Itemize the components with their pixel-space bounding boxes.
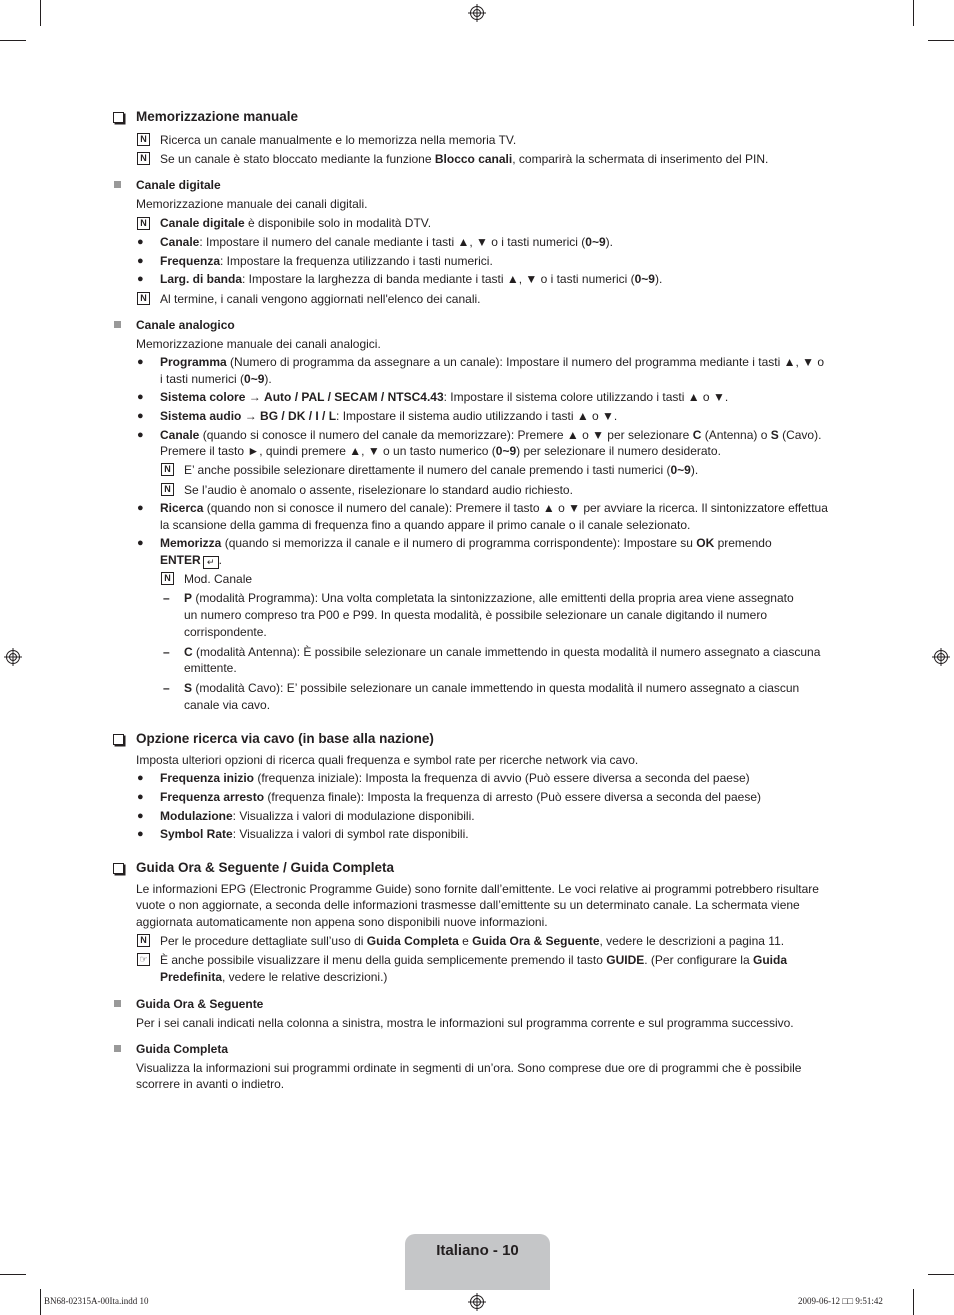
bullet-icon: ● — [137, 828, 144, 840]
note-text: Ricerca un canale manualmente e lo memorizza nella memoria TV. — [160, 133, 517, 147]
list-item: Memorizza (quando si memorizza il canale e il numero di programma corrispondente): Impostare su OK premendo — [160, 536, 772, 550]
list-item: Symbol Rate: Visualizza i valori di symbol rate disponibili. — [160, 827, 469, 841]
registration-mark-icon — [468, 1293, 486, 1311]
registration-mark-icon — [468, 4, 486, 22]
note-icon: N — [161, 572, 174, 585]
list-item: Sistema audio → BG / DK / I / L: Impostare il sistema audio utilizzando i tasti ▲ o ▼. — [160, 409, 618, 423]
list-item-continued: i tasti numerici (0~9). — [160, 372, 272, 386]
list-item: Sistema colore → Auto / PAL / SECAM / NTSC4.43: Impostare il sistema colore utilizzando i tasti ▲ o ▼. — [160, 390, 729, 404]
bullet-icon: ● — [137, 810, 144, 822]
note-text-continued: Predefinita, vedere le relative descrizioni.) — [160, 970, 388, 984]
paragraph: Le informazioni EPG (Electronic Programme Guide) sono fornite dall’emittente. Le voci relative ai programmi potrebbero risultare — [136, 882, 819, 896]
dash-icon: – — [163, 645, 170, 659]
note-text: Canale digitale è disponibile solo in modalità DTV. — [160, 216, 432, 230]
print-slug-date: 2009-06-12 □□ 9:51:42 — [798, 1296, 883, 1306]
crop-mark — [928, 1274, 954, 1275]
paragraph: scorrere in avanti o indietro. — [136, 1077, 285, 1091]
note-text: E’ anche possibile selezionare direttamente il numero del canale premendo i tasti numerici (0~9). — [184, 463, 699, 477]
note-text: Se l’audio è anomalo o assente, riselezionare lo standard audio richiesto. — [184, 483, 573, 497]
subsection-title: Canale digitale — [136, 178, 221, 192]
registration-mark-icon — [932, 648, 950, 666]
list-item-continued: canale via cavo. — [184, 698, 271, 712]
bullet-icon: ● — [137, 236, 144, 248]
note-icon: N — [137, 217, 150, 230]
crop-mark — [0, 40, 26, 41]
note-text: Mod. Canale — [184, 572, 253, 586]
enter-icon: ↵ — [203, 556, 219, 569]
paragraph: aggiornata automaticamente non appena sono disponibili nuove informazioni. — [136, 915, 548, 929]
note-text: Al termine, i canali vengono aggiornati nell'elenco dei canali. — [160, 292, 481, 306]
section-title: Memorizzazione manuale — [136, 109, 299, 124]
paragraph: Memorizzazione manuale dei canali analogici. — [136, 337, 381, 351]
crop-mark — [40, 0, 41, 26]
subsection-square-icon — [114, 181, 121, 188]
crop-mark — [913, 0, 914, 26]
note-text: È anche possibile visualizzare il menu della guida semplicemente premendo il tasto GUIDE. (Per configurare la Guida — [160, 953, 787, 967]
bullet-icon: ● — [137, 255, 144, 267]
note-icon: N — [137, 934, 150, 947]
list-item-continued: un numero compreso tra P00 e P99. In questa modalità, è possibile selezionare un canale digitando il numero — [184, 608, 768, 622]
subsection-square-icon — [114, 1000, 121, 1007]
section-checkbox-icon — [113, 863, 124, 874]
list-item: P (modalità Programma): Una volta completata la sintonizzazione, alle emittenti della propria area viene assegnato — [184, 591, 794, 605]
crop-mark — [0, 1274, 26, 1275]
note-icon: N — [161, 483, 174, 496]
crop-mark — [913, 1289, 914, 1315]
dash-icon: – — [163, 681, 170, 695]
section-checkbox-icon — [113, 112, 124, 123]
paragraph: Memorizzazione manuale dei canali digitali. — [136, 197, 368, 211]
note-text: Per le procedure dettagliate sull’uso di Guida Completa e Guida Ora & Seguente, vedere le descrizioni a pagina 11. — [160, 934, 785, 948]
bullet-icon: ● — [137, 429, 144, 441]
bullet-icon: ● — [137, 273, 144, 285]
subsection-title: Guida Completa — [136, 1042, 229, 1056]
dash-icon: – — [163, 591, 170, 605]
note-icon: N — [137, 133, 150, 146]
registration-mark-icon — [4, 648, 22, 666]
bullet-icon: ● — [137, 502, 144, 514]
crop-mark — [928, 40, 954, 41]
tip-icon: ☞ — [137, 953, 150, 966]
list-item: Frequenza inizio (frequenza iniziale): Imposta la frequenza di avvio (Può essere diversa a seconda del paese) — [160, 771, 750, 785]
note-icon: N — [161, 463, 174, 476]
bullet-icon: ● — [137, 537, 144, 549]
page-number-label: Italiano - 10 — [436, 1242, 519, 1259]
note-icon: N — [137, 152, 150, 165]
subsection-title: Canale analogico — [136, 318, 235, 332]
note-text: Se un canale è stato bloccato mediante la funzione Blocco canali, comparirà la schermata di inserimento del PIN. — [160, 152, 769, 166]
bullet-icon: ● — [137, 772, 144, 784]
list-item: Programma (Numero di programma da assegnare a un canale): Impostare il numero del programma mediante i tasti ▲, ▼ o — [160, 355, 825, 369]
subsection-square-icon — [114, 1045, 121, 1052]
list-item: Ricerca (quando non si conosce il numero del canale): Premere il tasto ▲ o ▼ per avviare la ricerca. Il sintonizzatore effettua — [160, 501, 828, 515]
list-item-continued: corrispondente. — [184, 625, 267, 639]
bullet-icon: ● — [137, 356, 144, 368]
subsection-title: Guida Ora & Seguente — [136, 997, 264, 1011]
section-checkbox-icon — [113, 734, 124, 745]
bullet-icon: ● — [137, 391, 144, 403]
list-item-continued: emittente. — [184, 661, 237, 675]
paragraph: vuote o non aggiornate, a seconda delle informazioni trasmesse dall’emittente su un determinato canale. La schermata viene — [136, 898, 800, 912]
bullet-icon: ● — [137, 791, 144, 803]
list-item: Canale (quando si conosce il numero del canale da memorizzare): Premere ▲ o ▼ per selezionare C (Antenna) o S (Cavo). — [160, 428, 822, 442]
list-item: Frequenza: Impostare la frequenza utilizzando i tasti numerici. — [160, 254, 493, 268]
note-icon: N — [137, 292, 150, 305]
section-title: Opzione ricerca via cavo (in base alla nazione) — [136, 731, 434, 746]
list-item: S (modalità Cavo): E’ possibile selezionare un canale immettendo in questa modalità il numero assegnato a ciascun — [184, 681, 800, 695]
bullet-icon: ● — [137, 410, 144, 422]
paragraph: Per i sei canali indicati nella colonna a sinistra, mostra le informazioni sul programma corrente e sul programma successivo. — [136, 1016, 794, 1030]
list-item: Frequenza arresto (frequenza finale): Imposta la frequenza di arresto (Può essere diversa a seconda del paese) — [160, 790, 761, 804]
print-slug-file: BN68-02315A-00Ita.indd 10 — [44, 1296, 149, 1306]
paragraph: Visualizza la informazioni sui programmi ordinate in segmenti di un’ora. Sono comprese due ore di programmi che è possibile — [136, 1061, 802, 1075]
list-item-continued: la scansione della gamma di frequenza fino a quando appare il primo canale o il canale selezionato. — [160, 518, 691, 532]
list-item: Canale: Impostare il numero del canale mediante i tasti ▲, ▼ o i tasti numerici (0~9). — [160, 235, 613, 249]
crop-mark — [40, 1289, 41, 1315]
list-item: Larg. di banda: Impostare la larghezza di banda mediante i tasti ▲, ▼ o i tasti numerici (0~9). — [160, 272, 663, 286]
list-item: Modulazione: Visualizza i valori di modulazione disponibili. — [160, 809, 475, 823]
paragraph: Imposta ulteriori opzioni di ricerca quali frequenza e symbol rate per ricerche network via cavo. — [136, 753, 639, 767]
list-item-continued: Premere il tasto ►, quindi premere ▲, ▼ o un tasto numerico (0~9) per selezionare il numero desiderato. — [160, 444, 721, 458]
list-item: C (modalità Antenna): È possibile selezionare un canale immettendo in questa modalità il numero assegnato a ciascuna — [184, 645, 821, 659]
section-title: Guida Ora & Seguente / Guida Completa — [136, 860, 395, 875]
subsection-square-icon — [114, 321, 121, 328]
list-item-continued: ENTER ↵ . — [160, 553, 223, 567]
